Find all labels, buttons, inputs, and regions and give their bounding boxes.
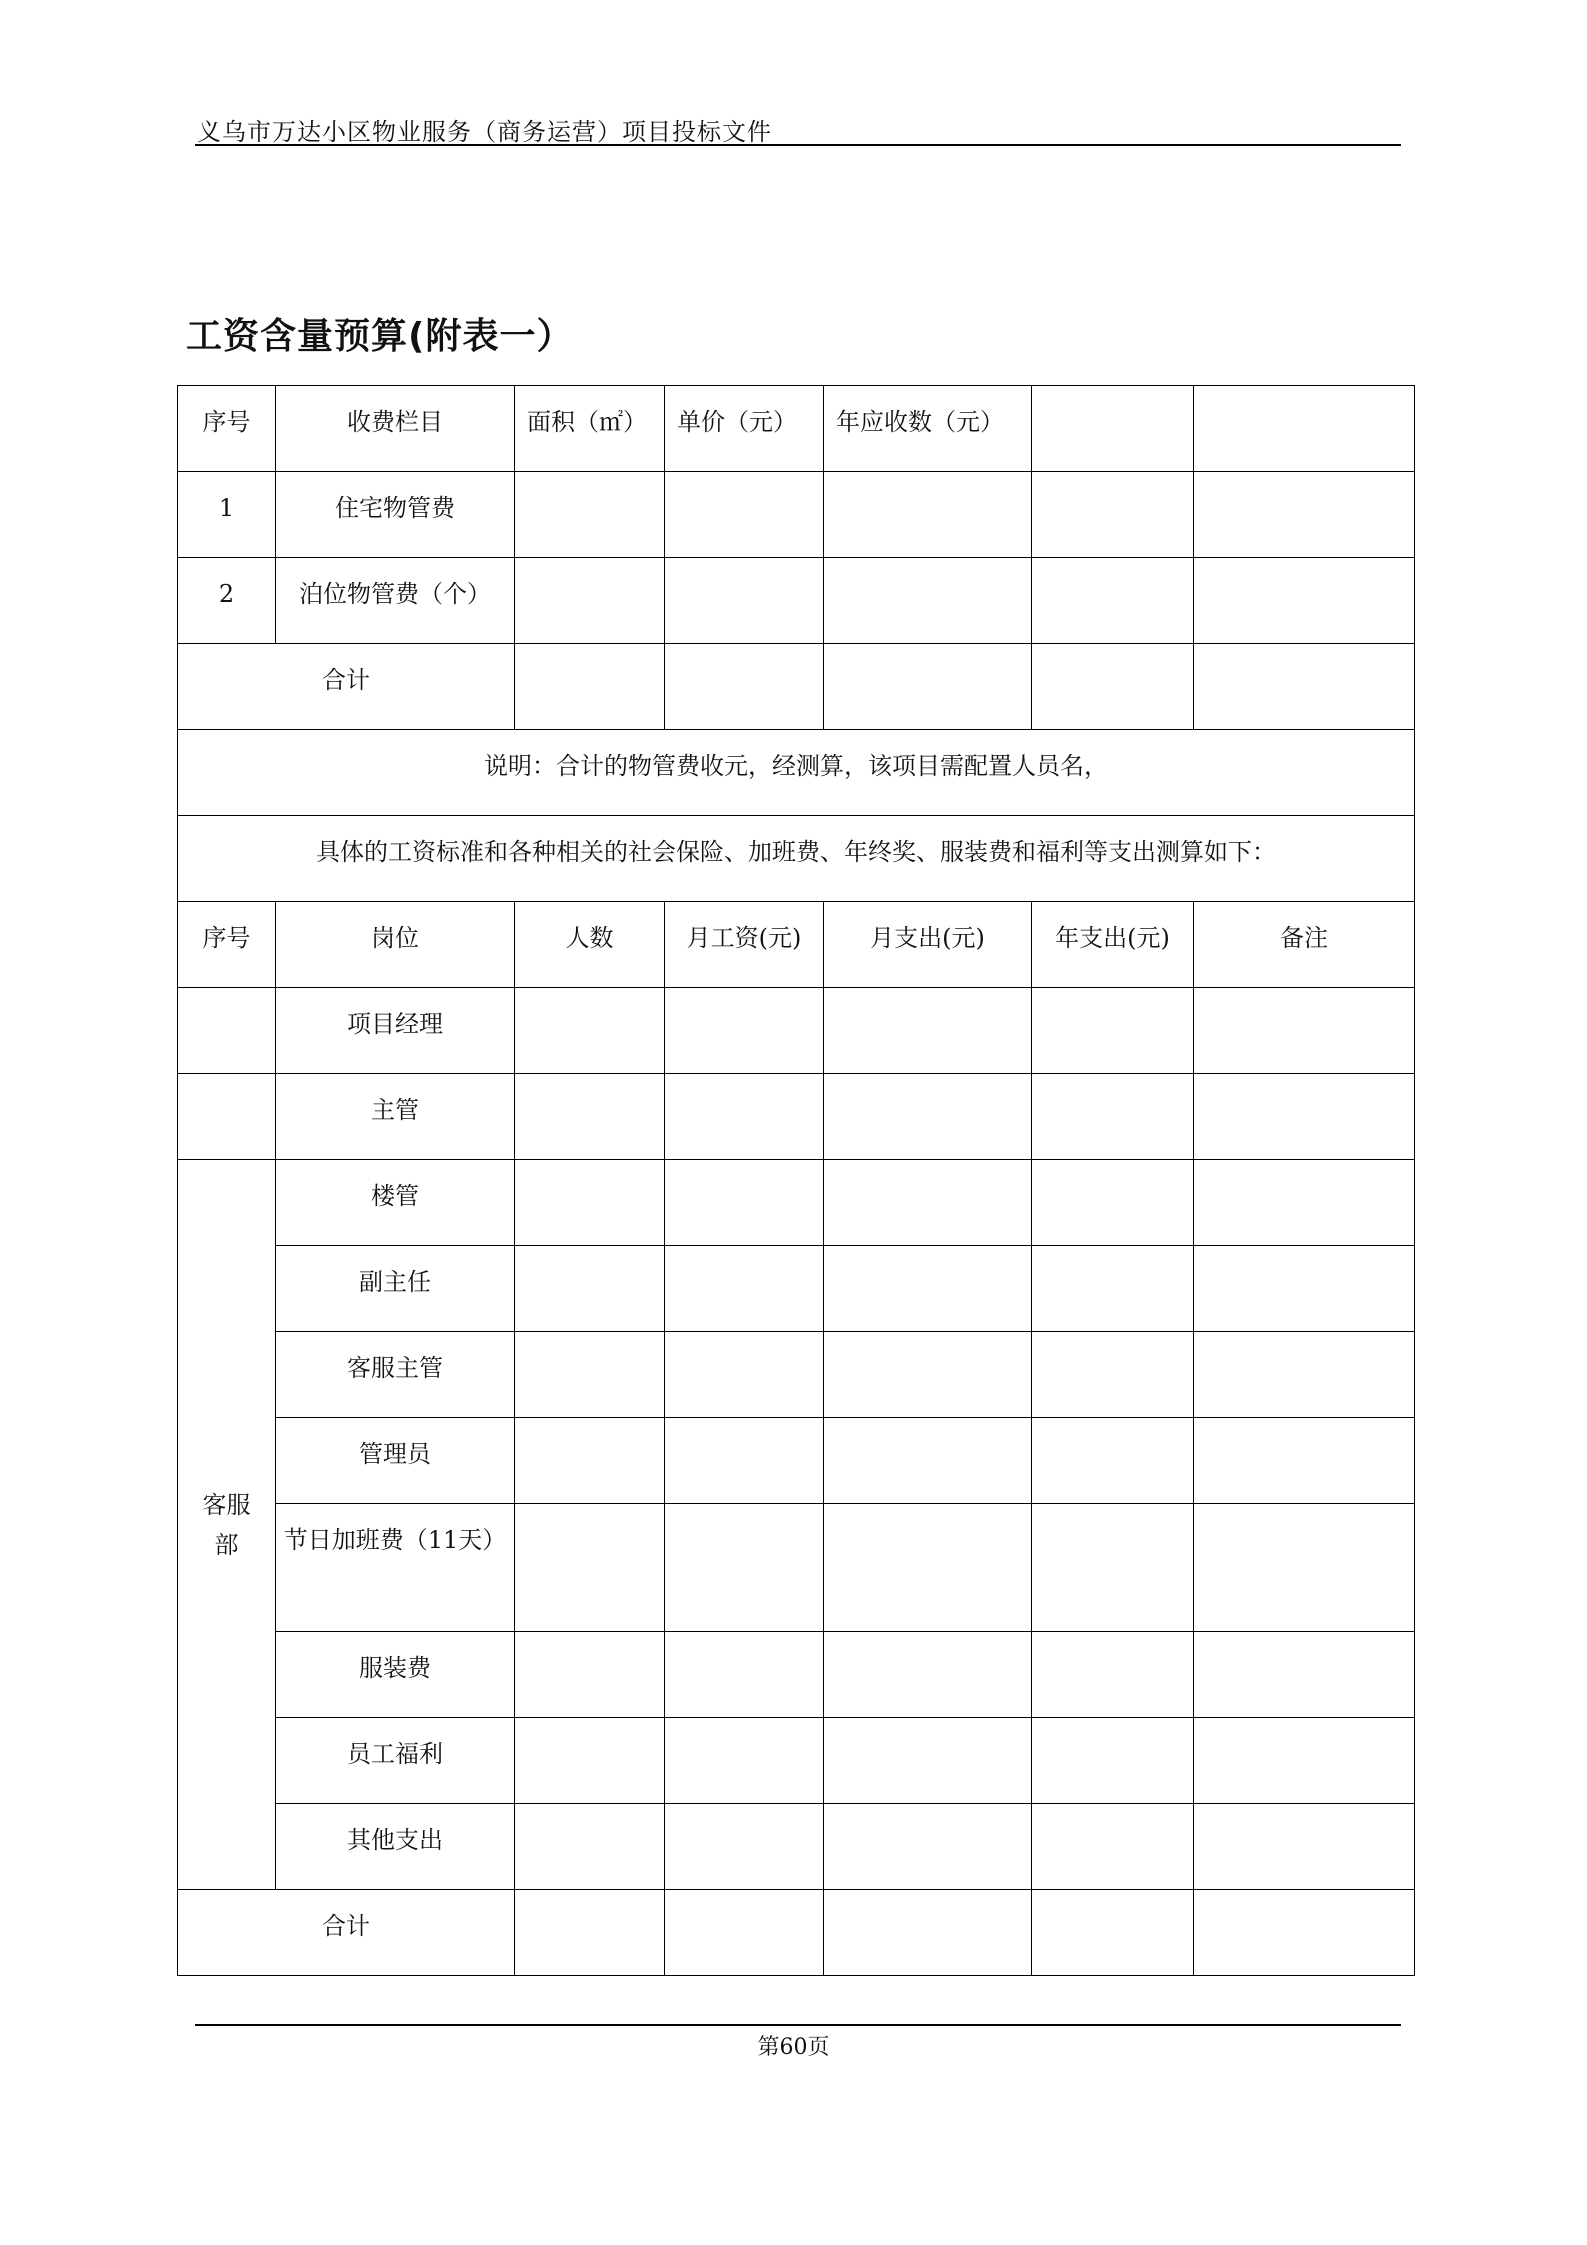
table-cell [824,1074,1032,1160]
fee-row [178,558,1415,644]
salary-header-monthly-wage: 月工资(元) [665,902,824,988]
salary-row [178,1332,1415,1418]
table-cell [824,472,1032,558]
table-cell [1032,988,1194,1074]
salary-row [178,1804,1415,1890]
table-cell [1032,1804,1194,1890]
table-cell [1194,1418,1415,1504]
table-cell [1032,1332,1194,1418]
salary-row [178,1632,1415,1718]
salary-total-label: 合计 [178,1890,515,1976]
salary-position: 节日加班费（11天） [276,1504,515,1632]
table-cell [665,1632,824,1718]
table-cell [665,1504,824,1632]
salary-row [178,1718,1415,1804]
department-label: 客服部 [178,1160,276,1890]
salary-position: 主管 [276,1074,515,1160]
table-cell [515,1332,665,1418]
table-cell [824,1890,1032,1976]
table-cell [1032,1718,1194,1804]
table-cell [515,1890,665,1976]
salary-row [178,1504,1415,1632]
fee-header-area: 面积（㎡） [515,386,665,472]
table-cell [1194,1504,1415,1632]
salary-position: 其他支出 [276,1804,515,1890]
table-cell [665,1890,824,1976]
table-cell [178,988,276,1074]
table-cell [824,1718,1032,1804]
fee-row-item: 住宅物管费 [276,472,515,558]
table-cell [824,1246,1032,1332]
table-cell [1032,1160,1194,1246]
table-cell [515,1418,665,1504]
table-cell [515,1804,665,1890]
fee-total-label: 合计 [178,644,515,730]
salary-header-no: 序号 [178,902,276,988]
fee-row [178,472,1415,558]
fee-header-item: 收费栏目 [276,386,515,472]
table-cell [1032,1890,1194,1976]
table-cell [1194,1332,1415,1418]
table-cell [178,1074,276,1160]
fee-header-annual: 年应收数（元） [824,386,1032,472]
table-cell [515,988,665,1074]
footer-rule [195,2024,1401,2026]
table-cell [1032,1074,1194,1160]
table-cell [1194,1718,1415,1804]
table-cell [515,1632,665,1718]
note-line-2: 具体的工资标准和各种相关的社会保险、加班费、年终奖、服装费和福利等支出测算如下： [178,816,1415,902]
table-cell [665,472,824,558]
table-cell [824,988,1032,1074]
salary-position: 楼管 [276,1160,515,1246]
table-cell [824,1804,1032,1890]
table-cell [515,472,665,558]
table-cell [1194,1160,1415,1246]
table-cell [824,1632,1032,1718]
table-cell [1032,644,1194,730]
header-rule [195,144,1401,146]
fee-row-no: 2 [178,558,276,644]
salary-row [178,1418,1415,1504]
table-cell [665,1804,824,1890]
fee-header-no: 序号 [178,386,276,472]
salary-header-headcount: 人数 [515,902,665,988]
salary-position: 副主任 [276,1246,515,1332]
document-header: 义乌市万达小区物业服务（商务运营）项目投标文件 [197,118,772,146]
salary-row [178,988,1415,1074]
salary-total-row [178,1890,1415,1976]
table-cell [1194,1246,1415,1332]
table-cell [665,1718,824,1804]
table-cell [665,988,824,1074]
salary-row [178,1074,1415,1160]
table-cell [824,1160,1032,1246]
table-cell [1032,1246,1194,1332]
table-cell [1194,1890,1415,1976]
salary-header-position: 岗位 [276,902,515,988]
table-cell [824,1418,1032,1504]
salary-position: 服装费 [276,1632,515,1718]
table-cell [1032,1418,1194,1504]
table-cell [1032,558,1194,644]
table-cell [665,1246,824,1332]
table-cell [665,644,824,730]
fee-header-price: 单价（元） [665,386,824,472]
fee-row-no: 1 [178,472,276,558]
salary-position: 项目经理 [276,988,515,1074]
table-cell [665,1160,824,1246]
table-cell [1032,472,1194,558]
note-line-1: 说明：合计的物管费收元，经测算，该项目需配置人员名， [178,730,1415,816]
table-cell [824,1332,1032,1418]
salary-header-remarks: 备注 [1194,902,1415,988]
fee-header-row [178,386,1415,472]
table-cell [1032,1632,1194,1718]
table-cell [515,1504,665,1632]
table-cell [665,1332,824,1418]
table-cell [1032,1504,1194,1632]
table-cell [1194,988,1415,1074]
fee-row-item: 泊位物管费（个） [276,558,515,644]
note-row [178,730,1415,816]
table-cell [1194,472,1415,558]
table-cell [1194,558,1415,644]
fee-header-blank-1 [1032,386,1194,472]
salary-header-row [178,902,1415,988]
page-title: 工资含量预算(附表一） [186,316,574,357]
page-number: 第60页 [757,2035,830,2060]
table-cell [515,1718,665,1804]
table-cell [1194,1074,1415,1160]
table-cell [665,1418,824,1504]
fee-total-row [178,644,1415,730]
salary-row [178,1160,1415,1246]
salary-header-annual-expense: 年支出(元) [1032,902,1194,988]
table-cell [1194,644,1415,730]
table-cell [515,1246,665,1332]
salary-position: 员工福利 [276,1718,515,1804]
budget-table [177,385,1415,1976]
table-cell [665,558,824,644]
table-cell [824,1504,1032,1632]
salary-position: 客服主管 [276,1332,515,1418]
table-cell [515,1074,665,1160]
table-cell [665,1074,824,1160]
table-cell [824,558,1032,644]
salary-position: 管理员 [276,1418,515,1504]
salary-row [178,1246,1415,1332]
table-cell [1194,1632,1415,1718]
table-cell [515,644,665,730]
table-cell [1194,1804,1415,1890]
table-cell [515,558,665,644]
salary-header-monthly-expense: 月支出(元) [824,902,1032,988]
table-cell [824,644,1032,730]
fee-header-blank-2 [1194,386,1415,472]
table-cell [515,1160,665,1246]
note-row [178,816,1415,902]
